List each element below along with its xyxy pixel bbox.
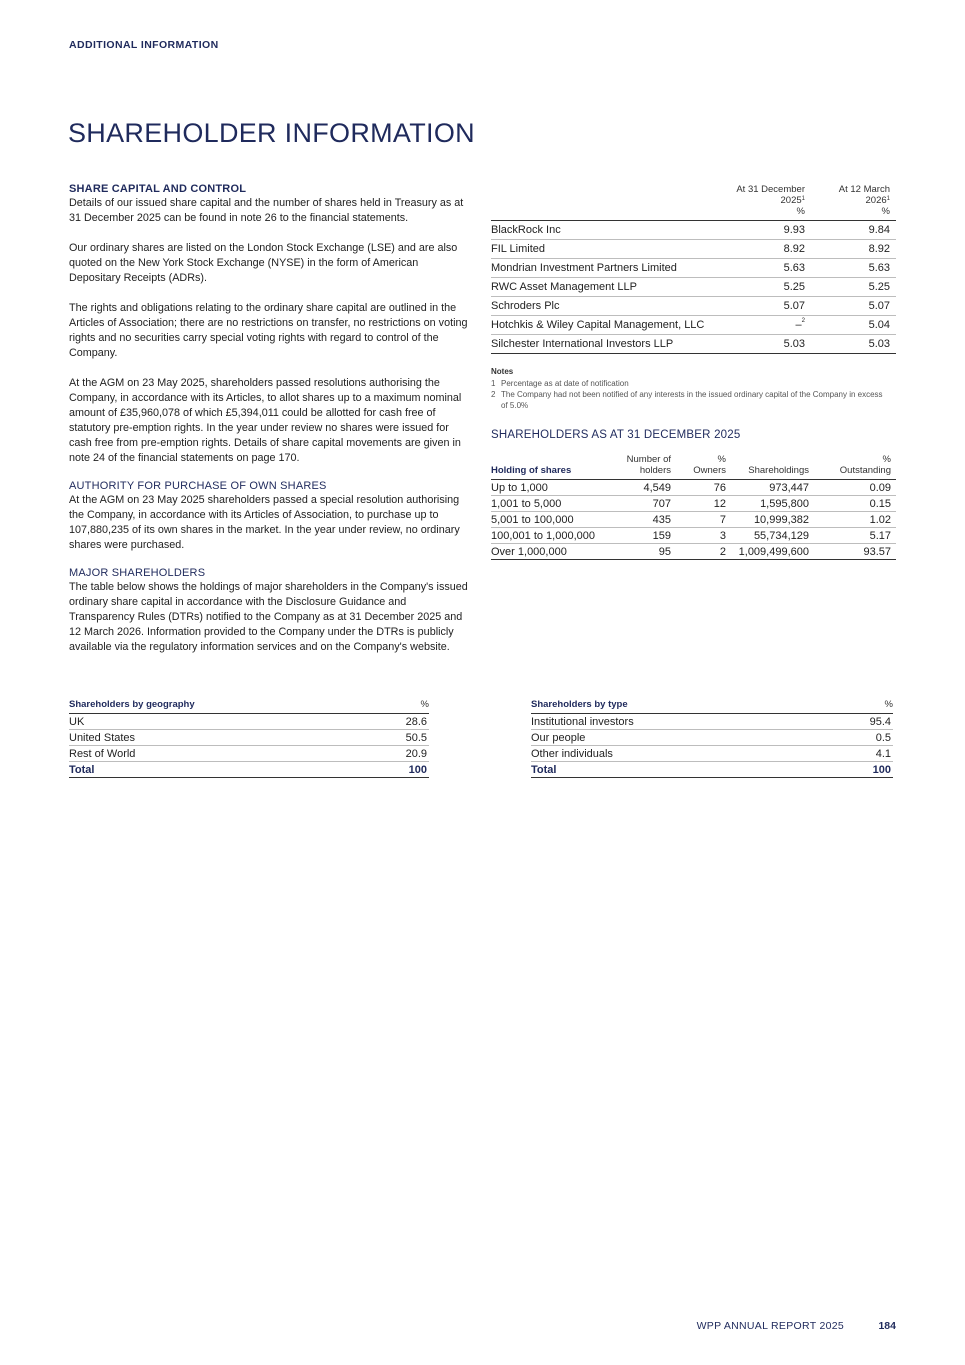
header-mar-2026 [811, 184, 896, 221]
type-table [531, 699, 893, 778]
table-row [69, 746, 429, 762]
shareholder-name: BlackRock Inc [491, 221, 726, 240]
value-mar: 5.63 [811, 259, 896, 278]
value-dec: 5.07 [726, 297, 811, 316]
table-row [491, 259, 896, 278]
holdings-table [491, 454, 896, 560]
table-row [491, 297, 896, 316]
outstanding: 0.09 [814, 480, 896, 496]
note-item [491, 389, 891, 411]
left-column [69, 183, 471, 655]
page-number: 184 [878, 1320, 896, 1332]
shareholder-name: Silchester International Investors LLP [491, 335, 726, 354]
major-shareholders-table [491, 184, 896, 354]
type-value: 4.1 [826, 746, 893, 762]
type-label: Institutional investors [531, 714, 826, 730]
owners: 2 [676, 544, 731, 560]
value-mar: 5.25 [811, 278, 896, 297]
value-mar: 9.84 [811, 221, 896, 240]
geography-label: UK [69, 714, 372, 730]
value-mar: 5.03 [811, 335, 896, 354]
shareholdings: 10,999,382 [731, 512, 814, 528]
table-row [531, 714, 893, 730]
note-text: The Company had not been notified of any interests in the issued ordinary capital of the Company in excess of 5.0% [501, 390, 883, 410]
outstanding: 1.02 [814, 512, 896, 528]
header-mar-line2: 2026 [865, 195, 887, 206]
footnote-ref: 1 [886, 196, 890, 202]
header-cell-blank [491, 184, 726, 221]
shareholder-name: Mondrian Investment Partners Limited [491, 259, 726, 278]
note-number: 1 [491, 379, 496, 388]
table-row [531, 746, 893, 762]
geography-value: 28.6 [372, 714, 429, 730]
owners: 3 [676, 528, 731, 544]
total-label: Total [69, 762, 372, 778]
authority-paragraph: At the AGM on 23 May 2025 shareholders passed a special resolution authorising the Company, in accordance with its Articles of Association, to purchase up to 107,880,235 of its own shares in the market. In the year under review, no ordinary shares were purchased. [69, 494, 460, 551]
value-dec: 5.03 [726, 335, 811, 354]
shareholdings: 1,009,499,600 [731, 544, 814, 560]
outstanding: 5.17 [814, 528, 896, 544]
table-header-row [531, 699, 893, 714]
header-outstanding: % Outstanding [839, 454, 891, 476]
geography-label: United States [69, 730, 372, 746]
owners: 76 [676, 480, 731, 496]
value-dec: –$^2$ [726, 316, 811, 335]
table-row [491, 278, 896, 297]
authority-heading: AUTHORITY FOR PURCHASE OF OWN SHARES [69, 480, 327, 492]
notes [491, 366, 891, 411]
note-number: 2 [491, 390, 496, 399]
holders: 707 [606, 496, 676, 512]
shareholdings: 973,447 [731, 480, 814, 496]
note-item [491, 378, 891, 389]
table-row [491, 335, 896, 354]
share-capital-paragraph: The rights and obligations relating to the ordinary share capital are outlined in the Articles of Association; there are no restrictions on transfer, no restrictions on voting rights and no securities carry special voting rights with regard to control of the Company. [69, 302, 468, 359]
value-dec: 9.93 [726, 221, 811, 240]
table-row [69, 714, 429, 730]
share-capital-paragraph: At the AGM on 23 May 2025, shareholders passed resolutions authorising the Company, in accordance with its Articles, to allot shares up to a maximum nominal amount of £35,960,078 of which £5,394,011 could be allotted for cash free of statutory pre-emption rights. In the year under review no shares were issued for cash free from pre-emption rights. Details of share capital movements are given in note 24 of the financial statements on page 170. [69, 377, 462, 464]
geography-value: 50.5 [372, 730, 429, 746]
owners: 7 [676, 512, 731, 528]
type-unit: % [884, 699, 893, 710]
section-label: ADDITIONAL INFORMATION [69, 39, 219, 51]
major-shareholders-paragraph: The table below shows the holdings of major shareholders in the Company's issued ordinary share capital in accordance with the Disclosure Guidance and Transparency Rules (DTRs) notified to the Company as at 31 December 2025 and 12 March 2026. Information provided to the Company under the DTRs is publicly available via the regulatory information services and on the Company's website. [69, 581, 468, 653]
page-title: SHAREHOLDER INFORMATION [68, 118, 475, 148]
header-holding: Holding of shares [491, 465, 572, 476]
share-capital-heading: SHARE CAPITAL AND CONTROL [69, 183, 247, 195]
total-value: 100 [826, 762, 893, 778]
table-header-row [491, 184, 896, 221]
geography-table [69, 699, 429, 778]
holders: 435 [606, 512, 676, 528]
value-mar: 5.07 [811, 297, 896, 316]
table-row [491, 240, 896, 259]
holders: 159 [606, 528, 676, 544]
header-dec-line2: 2025 [780, 195, 802, 206]
type-label: Other individuals [531, 746, 826, 762]
total-label: Total [531, 762, 826, 778]
holders: 4,549 [606, 480, 676, 496]
header-holders: Number of holders [626, 454, 671, 476]
holding-range: Over 1,000,000 [491, 544, 606, 560]
outstanding: 93.57 [814, 544, 896, 560]
type-value: 95.4 [826, 714, 893, 730]
table-header-row [491, 454, 896, 480]
table-row [491, 512, 896, 528]
header-mar-line3: % [881, 206, 890, 217]
type-title: Shareholders by type [531, 699, 628, 710]
header-owners: % Owners [693, 454, 726, 476]
holding-range: 5,001 to 100,000 [491, 512, 606, 528]
holdings-heading: SHAREHOLDERS AS AT 31 DECEMBER 2025 [491, 429, 741, 441]
footer-report-label: WPP ANNUAL REPORT 2025 [696, 1320, 844, 1332]
value-dec: 8.92 [726, 240, 811, 259]
shareholder-name: Schroders Plc [491, 297, 726, 316]
value-dec: 5.63 [726, 259, 811, 278]
owners: 12 [676, 496, 731, 512]
header-dec-line3: % [796, 206, 805, 217]
holding-range: 1,001 to 5,000 [491, 496, 606, 512]
outstanding: 0.15 [814, 496, 896, 512]
shareholder-name: FIL Limited [491, 240, 726, 259]
notes-title: Notes [491, 367, 514, 376]
type-label: Our people [531, 730, 826, 746]
holders: 95 [606, 544, 676, 560]
shareholdings: 55,734,129 [731, 528, 814, 544]
geography-label: Rest of World [69, 746, 372, 762]
holding-range: 100,001 to 1,000,000 [491, 528, 606, 544]
share-capital-paragraph: Details of our issued share capital and the number of shares held in Treasury as at 31 December 2025 can be found in note 26 to the financial statements. [69, 197, 464, 224]
header-dec-line1: At 31 December [736, 184, 805, 195]
value-mar: 8.92 [811, 240, 896, 259]
table-row [69, 730, 429, 746]
footnote-ref: 1 [801, 196, 805, 202]
geography-title: Shareholders by geography [69, 699, 195, 710]
table-row [491, 496, 896, 512]
holding-range: Up to 1,000 [491, 480, 606, 496]
table-row [491, 316, 896, 335]
table-row [491, 544, 896, 560]
total-row [531, 762, 893, 778]
note-text: Percentage as at date of notification [501, 379, 629, 388]
shareholder-name: RWC Asset Management LLP [491, 278, 726, 297]
table-row [491, 480, 896, 496]
shareholder-name: Hotchkis & Wiley Capital Management, LLC [491, 316, 726, 335]
total-value: 100 [372, 762, 429, 778]
table-row [491, 528, 896, 544]
type-value: 0.5 [826, 730, 893, 746]
header-shareholdings: Shareholdings [748, 465, 809, 476]
geography-value: 20.9 [372, 746, 429, 762]
value-mar: 5.04 [811, 316, 896, 335]
major-shareholders-heading: MAJOR SHAREHOLDERS [69, 567, 206, 579]
table-header-row [69, 699, 429, 714]
value-dec: 5.25 [726, 278, 811, 297]
total-row [69, 762, 429, 778]
header-mar-line1: At 12 March [838, 184, 890, 195]
share-capital-paragraph: Our ordinary shares are listed on the London Stock Exchange (LSE) and are also quoted on the New York Stock Exchange (NYSE) in the form of American Depositary Receipts (ADRs). [69, 242, 458, 284]
header-dec-2025 [726, 184, 811, 221]
shareholdings: 1,595,800 [731, 496, 814, 512]
table-row [491, 221, 896, 240]
table-row [531, 730, 893, 746]
geography-unit: % [420, 699, 429, 710]
